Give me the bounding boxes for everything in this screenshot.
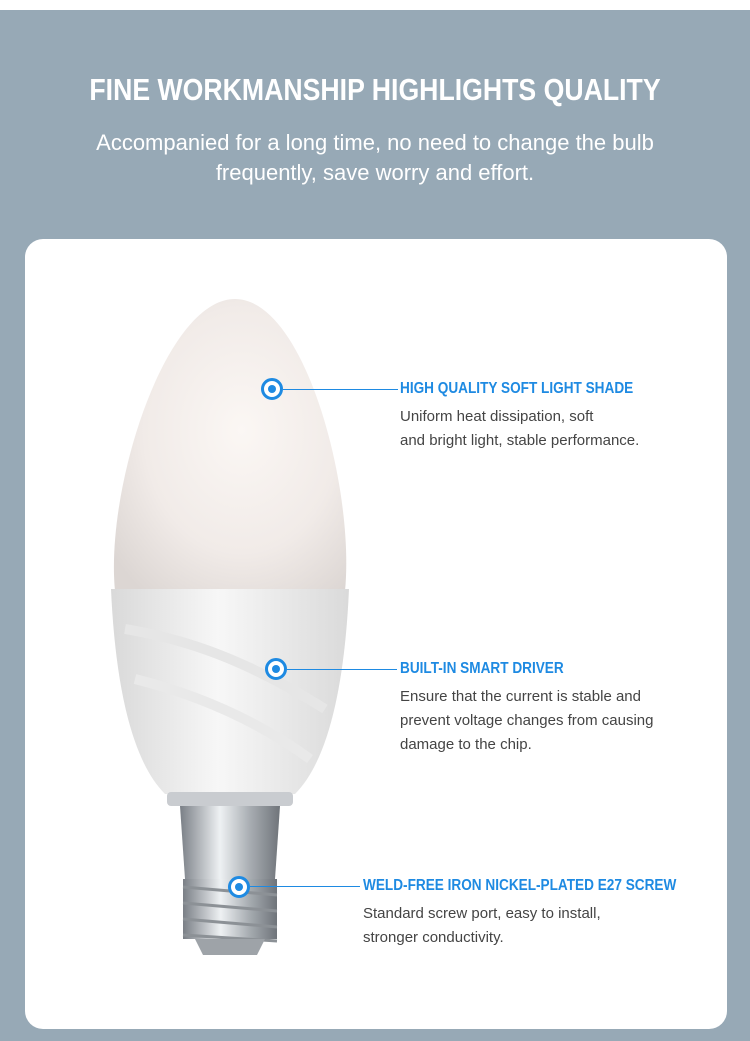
header: [0, 72, 750, 188]
connector-line: [250, 886, 360, 887]
target-dot-icon: [261, 378, 283, 400]
page-subtitle: Accompanied for a long time, no need to change the bulb frequently, save worry and effort.: [96, 130, 654, 185]
connector-line: [287, 669, 397, 670]
feature-title: WELD-FREE IRON NICKEL-PLATED E27 SCREW: [363, 877, 677, 894]
feature-description: Ensure that the current is stable and prevent voltage changes from causing damage to the chip.: [400, 688, 654, 753]
top-strip: [0, 0, 750, 10]
feature-description: Standard screw port, easy to install, stronger conductivity.: [363, 905, 601, 946]
feature-title: HIGH QUALITY SOFT LIGHT SHADE: [400, 380, 634, 397]
feature-description: Uniform heat dissipation, soft and bright light, stable performance.: [400, 408, 640, 449]
feature-card: [25, 239, 727, 1029]
target-dot-icon: [265, 658, 287, 680]
feature-title: BUILT-IN SMART DRIVER: [400, 660, 564, 677]
page-title: FINE WORKMANSHIP HIGHLIGHTS QUALITY: [89, 72, 661, 107]
connector-line: [283, 389, 398, 390]
target-dot-icon: [228, 876, 250, 898]
